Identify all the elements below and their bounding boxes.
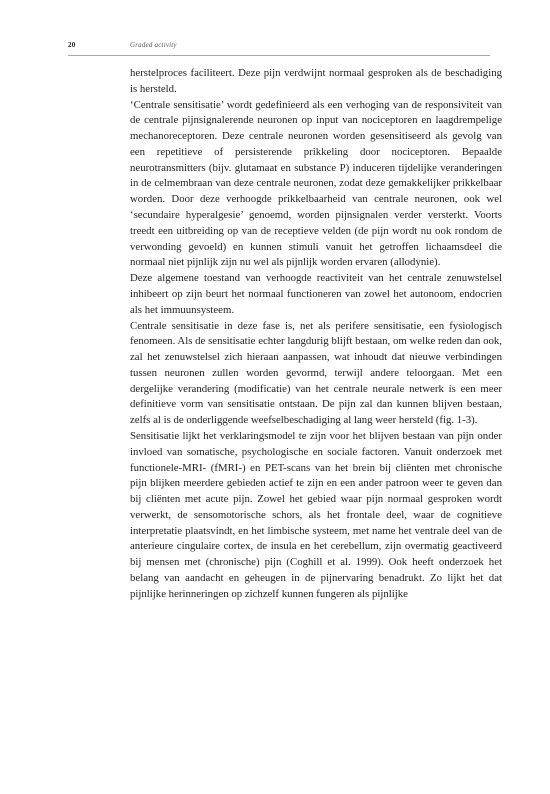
paragraph-physiological-phenomenon: Centrale sensitisatie in deze fase is, net als perifere sensitisatie, een fysiologisch fenomeen. Als de sensitisatie echter langdurig blijft bestaan, om welke reden dan ook, zal het zenuwstelsel zich hieraan aanpassen, wat inhoudt dat nieuwe verbindingen tussen neuronen zullen worden gevormd, terwijl andere teloorgaan. Met een dergelijke verandering (modificatie) van het centrale neurale netwerk is een meer definitieve vorm van sensitisatie ontstaan. De pijn zal dan kunnen blijven bestaan, zelfs al is de onderliggende weefselbeschadiging al lang weer hersteld (fig. 1-3). bbox=[130, 319, 502, 427]
body-text bbox=[130, 66, 502, 603]
paragraph-continuation: herstelproces faciliteert. Deze pijn verdwijnt normaal gesproken als de beschadiging is hersteld. bbox=[130, 67, 502, 95]
header-rule bbox=[68, 55, 490, 56]
page-number: 20 bbox=[68, 41, 76, 49]
running-head: Graded activity bbox=[130, 41, 177, 49]
page-header bbox=[68, 38, 490, 52]
paragraph-central-sensitisation-definition: ‘Centrale sensitisatie’ wordt gedefinieerd als een verhoging van de responsiviteit van de centrale pijnsignalerende neuronen op input van nociceptoren en laagdrempelige mechanoreceptoren. Deze centrale neuronen worden gesensitiseerd als gevolg van een repetitieve of persisterende prikkeling door nociceptoren. Bepaalde neurotransmitters (bijv. glutamaat en substance P) induceren tijdelijke veranderingen in de celmembraan van deze centrale neuronen, zodat deze gemakkelijker prikkelbaar worden. Door deze verhoogde prikkelbaarheid van centrale neuronen, ook wel ‘secundaire hyperalgesie’ genoemd, worden pijnsignalen verder versterkt. Voorts treedt een uitbreiding op van de receptieve velden (de pijn wordt nu ook rondom de verwonding gevoeld) en kunnen stimuli vanuit het getroffen lichaamsdeel die normaal niet pijnlijk zijn nu wel als pijnlijk worden ervaren (allodynie). bbox=[130, 98, 502, 269]
paragraph-reactivity: Deze algemene toestand van verhoogde reactiviteit van het centrale zenuwstelsel inhibeert op zijn beurt het normaal functioneren van zowel het autonoom, endocrien als het immuunsysteem. bbox=[130, 272, 502, 316]
paragraph-explanatory-model: Sensitisatie lijkt het verklaringsmodel te zijn voor het blijven bestaan van pijn onder invloed van somatische, psychologische en sociale factoren. Vanuit onderzoek met functionele-MRI- (fMRI-) en PET-scans van het brein bij cliënten met chronische pijn blijken meerdere gebieden actief te zijn en een ander patroon weer te geven dan bij cliënten met acute pijn. Zowel het gebied waar pijn normaal gesproken wordt verwerkt, de sensomotorische schors, als het frontale deel, waar de cognitieve interpretatie plaatsvindt, en het limbische systeem, met name het ventrale deel van de anterieure cingulaire cortex, de insula en het cerebellum, zijn overmatig geactiveerd bij mensen met (chronische) pijn (Coghill et al. 1999). Ook heeft onderzoek het belang van aandacht en geheugen in de pijnervaring benadrukt. Zo lijkt het dat pijnlijke herinneringen op zichzelf kunnen fungeren als pijnlijke bbox=[130, 429, 502, 600]
